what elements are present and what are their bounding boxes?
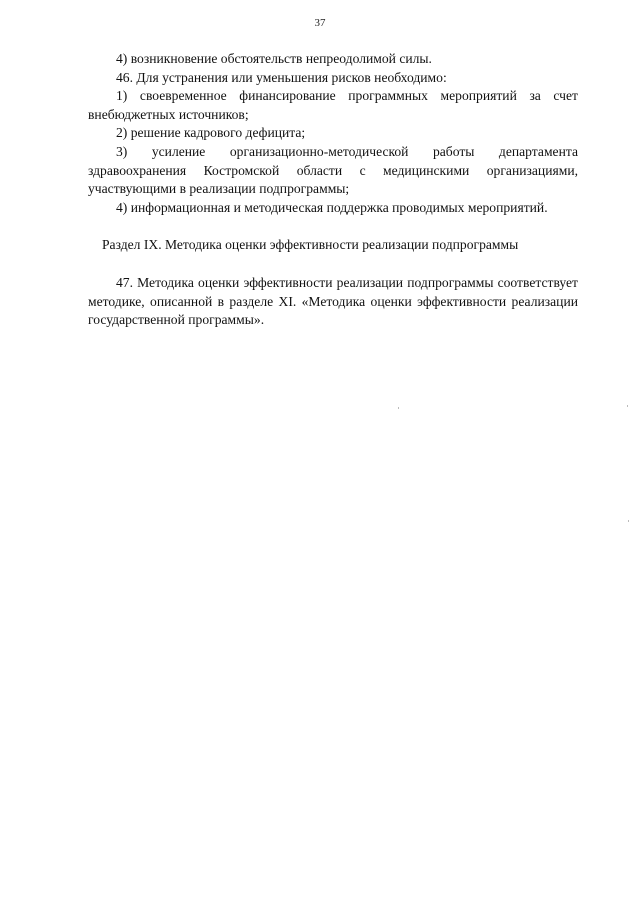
- paragraph-46-item-2: 2) решение кадрового дефицита;: [116, 125, 306, 141]
- scan-speck: [628, 520, 629, 522]
- page-number: 37: [314, 17, 326, 29]
- scan-speck: [627, 405, 628, 407]
- paragraph-46-item-1: 1) своевременное финансирование программных мероприятий за счет внебюджетных источников;: [88, 88, 578, 122]
- paragraph-46-item-4: 4) информационная и методическая поддержка проводимых мероприятий.: [116, 199, 548, 215]
- scan-speck: [398, 407, 399, 409]
- section-title: Раздел IX. Методика оценки эффективности реализации подпрограммы: [102, 237, 519, 253]
- document-body: [88, 50, 578, 330]
- paragraph-46-intro: 46. Для устранения или уменьшения рисков необходимо:: [116, 69, 447, 85]
- paragraph-risk-force-majeure: 4) возникновение обстоятельств непреодолимой силы.: [116, 51, 432, 66]
- paragraph-47: 47. Методика оценки эффективности реализации подпрограммы соответствует методике, описанной в разделе XI. «Методика оценки эффективности реализации государственной программы».: [88, 274, 578, 328]
- paragraph-46-item-3: 3) усиление организационно-методической работы департамента здравоохранения Костромской области с медицинскими организациями, участвующими в реализации подпрограммы;: [88, 143, 578, 197]
